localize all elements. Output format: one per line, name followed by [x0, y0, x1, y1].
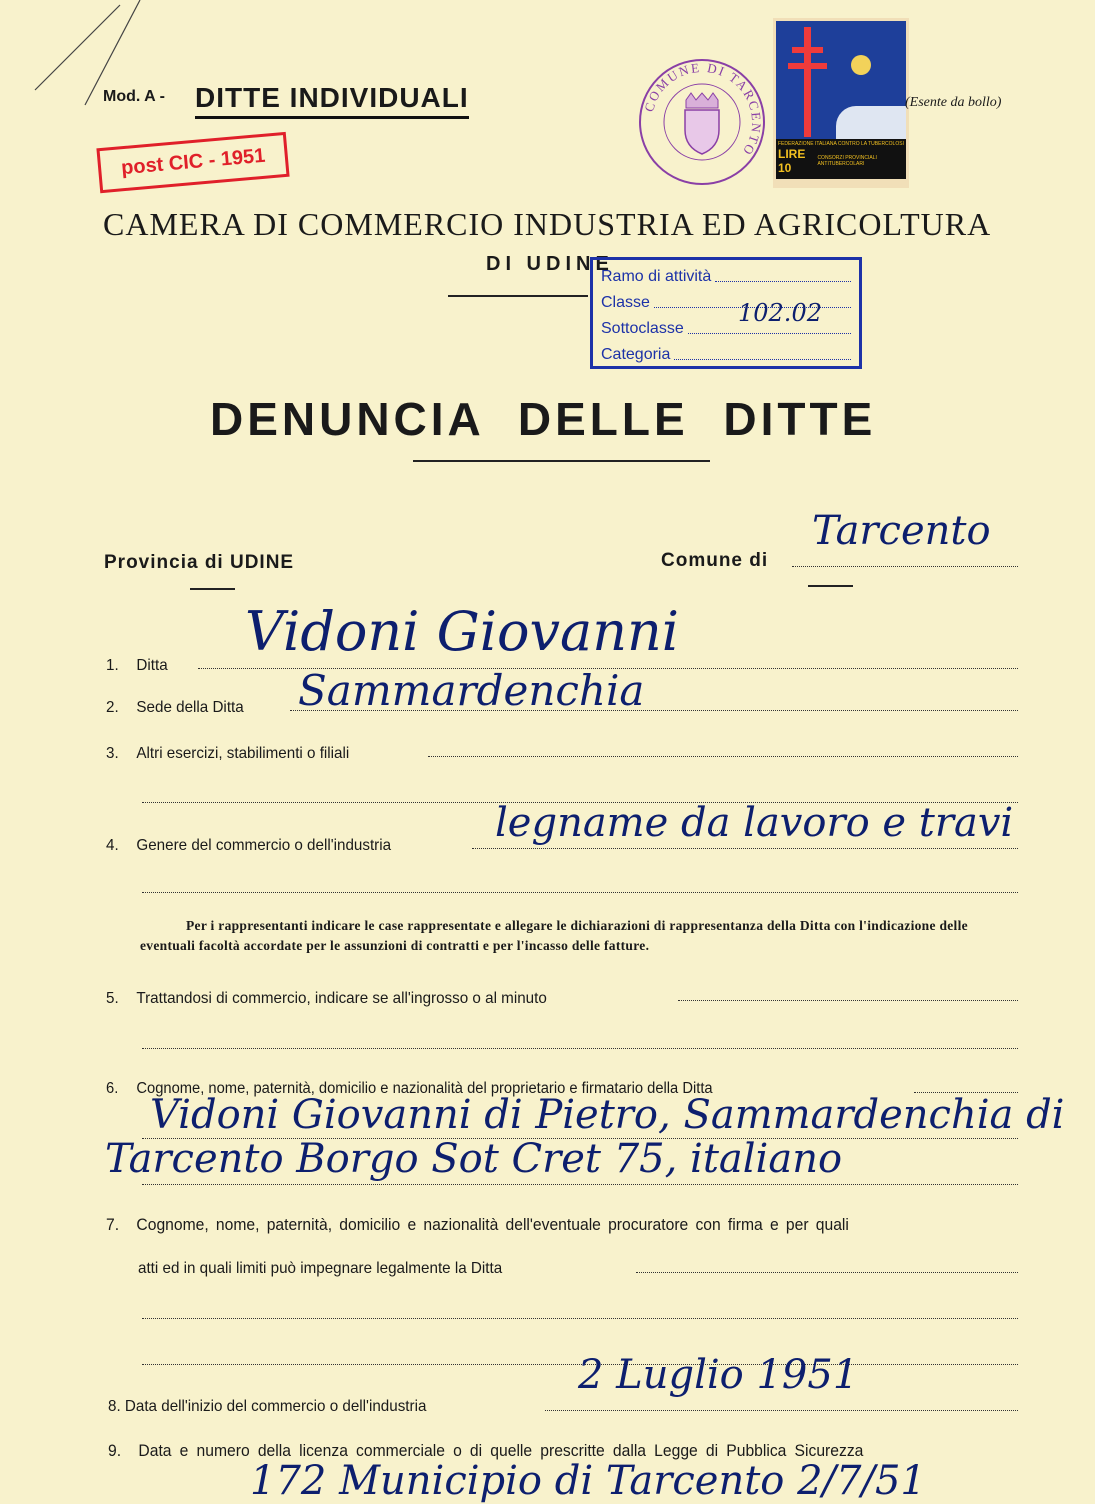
field-2-value: Sammardenchia	[298, 666, 645, 715]
exempt-note: (Esente da bollo)	[905, 95, 1002, 110]
stamp-text-2: CONSORZI PROVINCIALI ANTITUBERCOLARI	[817, 155, 877, 167]
provincia-label: Provincia di UDINE	[104, 552, 295, 573]
classe-label: Classe	[601, 294, 650, 311]
flower-icon	[851, 55, 871, 75]
divider	[448, 295, 588, 297]
tuberculosis-stamp	[773, 18, 909, 188]
field-7-label-2: atti ed in quali limiti può impegnare legalmente la Ditta	[138, 1260, 503, 1277]
model-label: Mod. A -	[103, 88, 165, 105]
classification-code: 102.02	[738, 299, 822, 327]
field-7-label: 7. Cognome, nome, paternità, domicilio e nazionalità dell'eventuale procuratore con firma e per quali	[106, 1216, 849, 1234]
field-3-label: 3. Altri esercizi, stabilimenti o filiali	[106, 745, 350, 762]
representatives-note: Per i rappresentanti indicare le case rappresentate e allegare le dichiarazioni di rappresentanza della Ditta con l'indicazione delle eventuali facoltà accordate per le assunzioni di contratti e per l'incasso delle fatture.	[140, 918, 968, 953]
cross-icon	[804, 27, 811, 137]
categoria-label: Categoria	[601, 346, 671, 363]
model-title: DITTE INDIVIDUALI	[195, 82, 469, 119]
field-8-value: 2 Luglio 1951	[578, 1352, 859, 1398]
chamber-city: DI UDINE	[486, 253, 614, 275]
field-1-label: 1. Ditta	[106, 657, 168, 674]
field-1-value: Vidoni Giovanni	[245, 600, 680, 663]
field-2-label: 2. Sede della Ditta	[106, 699, 244, 716]
field-6-value-line-2: Tarcento Borgo Sot Cret 75, italiano	[105, 1136, 843, 1182]
field-8-label: 8. Data dell'inizio del commercio o dell'industria	[108, 1398, 427, 1415]
document-title: DENUNCIA DELLE DITTE	[210, 393, 877, 445]
comune-value: Tarcento	[812, 508, 991, 554]
sottoclasse-label: Sottoclasse	[601, 320, 684, 337]
field-5-label: 5. Trattandosi di commercio, indicare se all'ingrosso o al minuto	[106, 990, 547, 1007]
field-6-label: 6. Cognome, nome, paternità, domicilio e nazionalità del proprietario e firmatario della Ditta	[106, 1080, 713, 1097]
field-9-label: 9. Data e numero della licenza commerciale o di quelle prescritte dalla Legge di Pubblica Sicurezza	[108, 1442, 864, 1460]
ramo-label: Ramo di attività	[601, 268, 712, 285]
red-stamp: post CIC - 1951	[96, 132, 290, 193]
classification-stamp	[590, 257, 862, 369]
stamp-value: LIRE 10	[778, 147, 806, 175]
chamber-name: CAMERA DI COMMERCIO INDUSTRIA ED AGRICOLTURA	[103, 206, 992, 242]
field-4-value: legname da lavoro e travi	[495, 800, 1014, 846]
stamp-text: FEDERAZIONE ITALIANA CONTRO LA TUBERCOLOSI	[778, 141, 904, 147]
field-9-value: 172 Municipio di Tarcento 2/7/51	[250, 1458, 926, 1504]
field-6-value-line-1: Vidoni Giovanni di Pietro, Sammardenchia di	[150, 1092, 1065, 1138]
field-4-label: 4. Genere del commercio o dell'industria	[106, 837, 392, 854]
comune-label: Comune di	[661, 550, 769, 571]
divider	[413, 460, 710, 462]
municipal-seal	[638, 58, 766, 186]
svg-text:COMUNE DI TARCENTO: COMUNE DI TARCENTO	[641, 59, 765, 160]
